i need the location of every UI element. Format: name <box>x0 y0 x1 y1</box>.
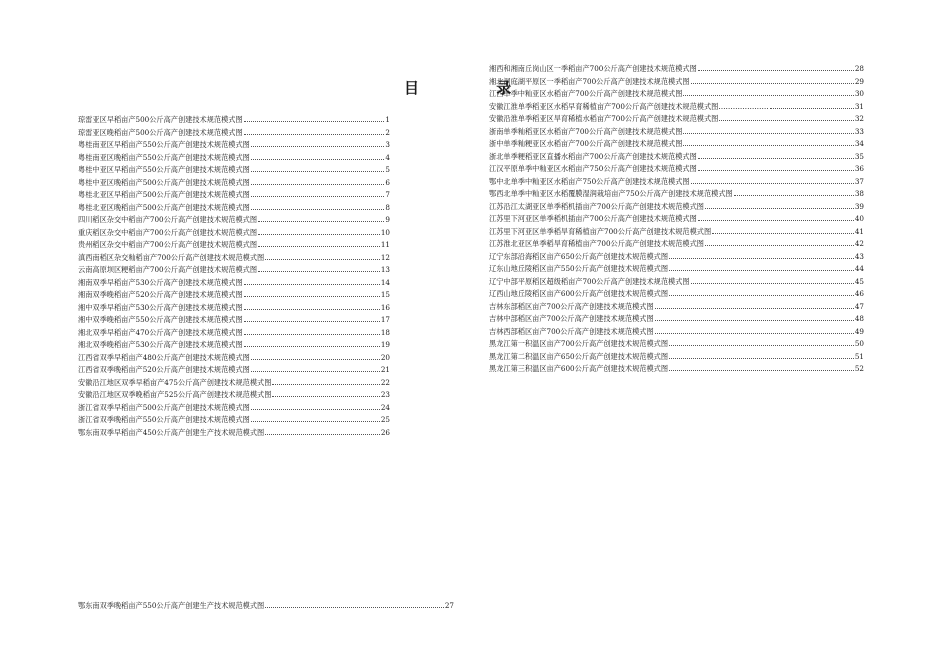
toc-entry-page: 39 <box>854 201 864 211</box>
dot-leader <box>669 262 854 271</box>
toc-entry[interactable] <box>78 213 390 226</box>
toc-entry[interactable] <box>489 312 864 325</box>
toc-entry[interactable] <box>78 263 390 276</box>
toc-entry-page: 52 <box>854 364 864 373</box>
dot-leader <box>655 312 854 321</box>
dot-leader <box>251 363 380 372</box>
toc-entry-page: 29 <box>854 76 864 86</box>
toc-entry-title: 重庆稻区杂交中稻亩产700公斤高产创建技术规范模式图 <box>78 227 258 237</box>
toc-entry-title: 安徽江淮单季稻亚区水稻早育稀植亩产700公斤高产创建技术规范模式图………………… <box>489 101 769 111</box>
toc-entry-page: 20 <box>380 352 390 362</box>
toc-entry-title: 黑龙江第二积温区亩产650公斤高产创建技术规范模式图 <box>489 351 669 361</box>
toc-entry-title: 江西省双季早稻亩产480公斤高产创建技术规范模式图 <box>78 352 250 362</box>
dot-leader <box>272 388 379 397</box>
toc-entry-title: 辽东山地丘陵稻区亩产550公斤高产创建技术规范模式图 <box>489 264 669 273</box>
toc-entry[interactable] <box>489 300 864 313</box>
toc-right-column <box>489 62 864 375</box>
toc-entry-title: 粤桂南亚区晚稻亩产550公斤高产创建技术规范模式图 <box>78 152 250 162</box>
dot-leader <box>705 200 854 209</box>
toc-entry[interactable] <box>489 225 864 238</box>
toc-entry-page: 8 <box>385 202 390 212</box>
dot-leader <box>691 175 854 184</box>
dot-leader <box>698 212 854 221</box>
toc-entry-page: 23 <box>380 390 390 399</box>
toc-entry[interactable] <box>78 288 390 301</box>
dot-leader <box>669 362 854 371</box>
toc-entry-title: 湘北洞庭湖平原区一季稻亩产700公斤高产创建技术规范模式图 <box>489 76 690 86</box>
toc-entry-title: 云南高原坝区粳稻亩产700公斤高产创建技术规范模式图 <box>78 265 258 274</box>
toc-entry-page: 24 <box>380 402 390 412</box>
toc-entry-title: 浙江省双季早稻亩产500公斤高产创建技术规范模式图 <box>78 402 250 412</box>
toc-entry-page: 43 <box>854 251 864 261</box>
toc-entry-title: 粤桂中亚区晚稻亩产500公斤高产创建技术规范模式图 <box>78 177 250 187</box>
toc-entry-title: 琼雷亚区晚稻亩产500公斤高产创建技术规范模式图 <box>78 127 243 137</box>
dot-leader <box>655 325 854 334</box>
toc-entry[interactable] <box>489 237 864 250</box>
dot-leader <box>258 226 380 235</box>
toc-entry-page: 46 <box>854 289 864 298</box>
toc-entry-title: 江苏里下河亚区单季稻旱育稀植亩产700公斤高产创建技术规范模式图 <box>489 226 712 236</box>
toc-entry-title: 粤桂中亚区早稻亩产550公斤高产创建技术规范模式图 <box>78 165 250 174</box>
toc-entry-page: 30 <box>854 89 864 98</box>
toc-entry[interactable] <box>78 338 390 351</box>
toc-entry-page: 17 <box>380 315 390 324</box>
toc-entry[interactable] <box>489 175 864 188</box>
toc-entry-page: 48 <box>854 314 864 323</box>
dot-leader <box>669 250 854 259</box>
toc-entry-page: 50 <box>854 339 864 348</box>
toc-entry[interactable] <box>78 176 390 189</box>
toc-entry-title: 湘中双季早稻亩产530公斤高产创建技术规范模式图 <box>78 302 243 312</box>
dot-leader <box>698 62 854 71</box>
toc-entry-title: 黑龙江第一积温区亩产700公斤高产创建技术规范模式图 <box>489 339 669 348</box>
toc-entry-page: 1 <box>385 115 390 124</box>
toc-entry[interactable] <box>489 212 864 225</box>
dot-leader <box>712 225 854 234</box>
toc-entry[interactable] <box>78 226 390 239</box>
toc-entry[interactable] <box>78 413 390 426</box>
toc-entry-page: 27 <box>444 601 454 610</box>
dot-leader <box>258 263 380 272</box>
toc-entry[interactable] <box>489 262 864 275</box>
toc-entry[interactable] <box>489 137 864 150</box>
dot-leader <box>691 275 854 284</box>
toc-entry-page: 18 <box>380 327 390 337</box>
toc-entry-title: 鄂东南双季晚稻亩产550公斤高产创建生产技术规范模式图 <box>78 601 265 610</box>
dot-leader <box>244 113 385 122</box>
toc-entry[interactable] <box>78 326 390 339</box>
dot-leader <box>251 138 385 147</box>
toc-entry-page: 38 <box>854 189 864 198</box>
toc-entry[interactable] <box>78 351 390 364</box>
toc-entry-title: 浙北单季粳稻亚区直播水稻亩产700公斤高产创建技术规范模式图 <box>489 151 697 161</box>
toc-entry[interactable] <box>489 287 864 300</box>
dot-leader <box>265 599 444 608</box>
toc-entry-page: 26 <box>380 427 390 437</box>
dot-leader <box>251 176 385 185</box>
toc-entry[interactable] <box>489 100 864 113</box>
toc-entry[interactable] <box>78 251 390 264</box>
toc-entry[interactable] <box>489 150 864 163</box>
dot-leader <box>244 326 380 335</box>
toc-entry-page: 28 <box>854 64 864 73</box>
toc-entry-title: 辽西山地丘陵稻区亩产600公斤高产创建技术规范模式图 <box>489 289 669 298</box>
toc-entry[interactable] <box>78 151 390 164</box>
toc-entry-page: 16 <box>380 302 390 312</box>
dot-leader <box>251 188 385 197</box>
dot-leader <box>272 376 379 385</box>
toc-entry-title: 吉林中部稻区亩产700公斤高产创建技术规范模式图 <box>489 314 654 323</box>
toc-entry-page: 3 <box>385 140 390 149</box>
dot-leader <box>265 426 380 435</box>
toc-entry-title: 四川稻区杂交中稻亩产700公斤高产创建技术规范模式图 <box>78 215 258 224</box>
toc-entry-page: 15 <box>380 290 390 299</box>
dot-leader <box>683 137 853 146</box>
dot-leader <box>251 201 385 210</box>
dot-leader <box>251 351 380 360</box>
toc-entry-page: 35 <box>854 151 864 161</box>
toc-entry[interactable] <box>489 275 864 288</box>
toc-entry-page: 40 <box>854 214 864 223</box>
toc-entry[interactable] <box>489 125 864 138</box>
toc-entry[interactable] <box>489 325 864 338</box>
toc-entry-page: 4 <box>385 152 390 162</box>
dot-leader <box>244 126 385 135</box>
toc-entry[interactable] <box>489 162 864 175</box>
toc-entry[interactable] <box>78 188 390 201</box>
toc-entry[interactable] <box>78 163 390 176</box>
toc-entry[interactable] <box>489 187 864 200</box>
toc-entry[interactable] <box>489 337 864 350</box>
dot-leader <box>251 401 380 410</box>
toc-entry-page: 10 <box>380 227 390 237</box>
toc-entry[interactable] <box>78 301 390 314</box>
toc-entry-page: 33 <box>854 126 864 136</box>
toc-entry-title: 贵州稻区杂交中稻亩产700公斤高产创建技术规范模式图 <box>78 240 258 249</box>
dot-leader <box>698 162 854 171</box>
toc-entry-title: 鄂中北单季中籼亚区水稻亩产750公斤高产创建技术规范模式图 <box>489 176 690 186</box>
toc-entry-title: 江苏淮北亚区单季稻旱育稀植亩产700公斤高产创建技术规范模式图 <box>489 239 704 248</box>
dot-leader <box>683 125 853 134</box>
dot-leader <box>669 350 854 359</box>
toc-entry[interactable] <box>489 200 864 213</box>
dot-leader <box>244 301 380 310</box>
toc-entry-title: 琼雷亚区早稻亩产500公斤高产创建技术规范模式图 <box>78 115 243 124</box>
dot-leader <box>265 251 380 260</box>
dot-leader <box>691 75 854 84</box>
dot-leader <box>251 151 385 160</box>
toc-entry-title: 湘西和湘南丘岗山区一季稻亩产700公斤高产创建技术规范模式图 <box>489 64 697 73</box>
toc-entry[interactable] <box>78 113 390 126</box>
toc-entry-page: 32 <box>854 114 864 123</box>
toc-entry[interactable] <box>78 363 390 376</box>
toc-entry[interactable] <box>78 238 390 251</box>
toc-entry-page: 31 <box>854 101 864 111</box>
dot-leader <box>655 300 854 309</box>
toc-entry-page: 2 <box>385 127 390 137</box>
toc-entry-page: 42 <box>854 239 864 248</box>
toc-entry-title: 湘北双季晚稻亩产530公斤高产创建技术规范模式图 <box>78 340 243 349</box>
toc-entry-page: 9 <box>385 215 390 224</box>
toc-entry[interactable] <box>489 362 864 375</box>
toc-entry-title: 湘中双季晚稻亩产550公斤高产创建技术规范模式图 <box>78 315 243 324</box>
page-title: 目 录 <box>404 79 548 97</box>
dot-leader <box>251 413 380 422</box>
toc-entry[interactable] <box>78 313 390 326</box>
toc-entry[interactable] <box>78 376 390 389</box>
toc-entry[interactable] <box>78 401 390 414</box>
dot-leader <box>719 112 853 121</box>
dot-leader <box>683 87 853 96</box>
dot-leader <box>244 338 380 347</box>
toc-entry-page: 37 <box>854 176 864 186</box>
toc-entry[interactable] <box>78 276 390 289</box>
toc-entry[interactable] <box>489 112 864 125</box>
dot-leader <box>244 313 380 322</box>
toc-entry-page: 22 <box>380 377 390 387</box>
toc-entry-title: 安徽沿江地区双季早稻亩产475公斤高产创建技术规范模式图 <box>78 377 272 387</box>
toc-entry-title: 浙江省双季晚稻亩产550公斤高产创建技术规范模式图 <box>78 415 250 424</box>
toc-entry-title: 吉林西部稻区亩产700公斤高产创建技术规范模式图 <box>489 326 654 336</box>
toc-entry-title: 鄂东南双季早稻亩产450公斤高产创建生产技术规范模式图 <box>78 427 265 437</box>
toc-entry-title: 粤桂北亚区早稻亩产500公斤高产创建技术规范模式图 <box>78 190 250 199</box>
dot-leader <box>770 100 854 109</box>
toc-entry-page: 6 <box>385 177 390 187</box>
toc-entry-page: 13 <box>380 265 390 274</box>
toc-entry-title: 湘南双季早稻亩产530公斤高产创建技术规范模式图 <box>78 277 243 287</box>
toc-entry-title: 鄂西北单季中籼亚区水稻覆膜湿润栽培亩产750公斤高产创建技术规范模式图 <box>489 189 733 198</box>
toc-entry[interactable] <box>78 201 390 214</box>
toc-entry-page: 47 <box>854 301 864 311</box>
toc-entry-title: 浙南单季籼稻亚区水稻亩产700公斤高产创建技术规范模式图 <box>489 126 683 136</box>
toc-entry-title: 湘南双季晚稻亩产520公斤高产创建技术规范模式图 <box>78 290 243 299</box>
toc-entry-page: 5 <box>385 165 390 174</box>
toc-entry-title: 安徽沿淮单季稻亚区旱育稀植水稻亩产700公斤高产创建技术规范模式图 <box>489 114 719 123</box>
dot-leader <box>669 337 854 346</box>
toc-entry-title: 粤桂南亚区早稻亩产550公斤高产创建技术规范模式图 <box>78 140 250 149</box>
dot-leader <box>734 187 854 196</box>
toc-entry[interactable] <box>78 138 390 151</box>
dot-leader <box>705 237 854 246</box>
toc-entry-title: 粤桂北亚区晚稻亩产500公斤高产创建技术规范模式图 <box>78 202 250 212</box>
toc-entry-page: 19 <box>380 340 390 349</box>
toc-entry-title: 吉林东部稻区亩产700公斤高产创建技术规范模式图 <box>489 301 654 311</box>
toc-entry[interactable] <box>489 250 864 263</box>
toc-entry-page: 7 <box>385 190 390 199</box>
dot-leader <box>244 276 380 285</box>
toc-entry-title: 江汉平原单季中籼亚区水稻亩产750公斤高产创建技术规范模式图 <box>489 164 697 173</box>
toc-entry-title: 辽宁中部平原稻区超级稻亩产700公斤高产创建技术规范模式图 <box>489 276 690 286</box>
toc-left-column <box>78 113 390 438</box>
toc-entry[interactable] <box>78 388 390 401</box>
toc-entry-page: 45 <box>854 276 864 286</box>
toc-entry-title: 江苏沿江太湖亚区单季稻机插亩产700公斤高产创建技术规范模式图 <box>489 201 704 211</box>
toc-entry[interactable] <box>489 62 864 75</box>
toc-entry-title: 浙中单季籼粳亚区水稻亩产700公斤高产创建技术规范模式图 <box>489 139 683 148</box>
toc-entry-title: 滇西南稻区杂交籼稻亩产700公斤高产创建技术规范模式图 <box>78 252 265 262</box>
toc-entry-title: 湘北双季早稻亩产470公斤高产创建技术规范模式图 <box>78 327 243 337</box>
toc-entry-title: 江西单季中籼亚区水稻亩产700公斤高产创建技术规范模式图 <box>489 89 683 98</box>
toc-entry-page: 25 <box>380 415 390 424</box>
dot-leader <box>669 287 854 296</box>
toc-entry-page: 12 <box>380 252 390 262</box>
toc-entry-page: 44 <box>854 264 864 273</box>
toc-entry-title: 辽宁东部沿海稻区亩产650公斤高产创建技术规范模式图 <box>489 251 669 261</box>
toc-entry[interactable] <box>489 75 864 88</box>
toc-entry-page: 11 <box>380 240 390 249</box>
toc-entry[interactable] <box>489 350 864 363</box>
toc-entry-page: 51 <box>854 351 864 361</box>
toc-entry-title: 安徽沿江地区双季晚稻亩产525公斤高产创建技术规范模式图 <box>78 390 272 399</box>
toc-entry-title: 江苏里下河亚区单季稻机插亩产700公斤高产创建技术规范模式图 <box>489 214 697 223</box>
dot-leader <box>258 213 384 222</box>
toc-entry-page: 14 <box>380 277 390 287</box>
toc-entry-title: 江西省双季晚稻亩产520公斤高产创建技术规范模式图 <box>78 365 250 374</box>
toc-entry[interactable] <box>489 87 864 100</box>
toc-entry[interactable] <box>78 426 390 439</box>
toc-entry-page: 21 <box>380 365 390 374</box>
toc-entry-bottom[interactable] <box>78 599 454 612</box>
toc-entry-page: 49 <box>854 326 864 336</box>
dot-leader <box>251 163 385 172</box>
toc-entry-page: 41 <box>854 226 864 236</box>
toc-entry-title: 黑龙江第三积温区亩产600公斤高产创建技术规范模式图 <box>489 364 669 373</box>
toc-entry-page: 34 <box>854 139 864 148</box>
toc-entry[interactable] <box>78 126 390 139</box>
toc-entry-page: 36 <box>854 164 864 173</box>
dot-leader <box>258 238 380 247</box>
dot-leader <box>698 150 854 159</box>
dot-leader <box>244 288 380 297</box>
